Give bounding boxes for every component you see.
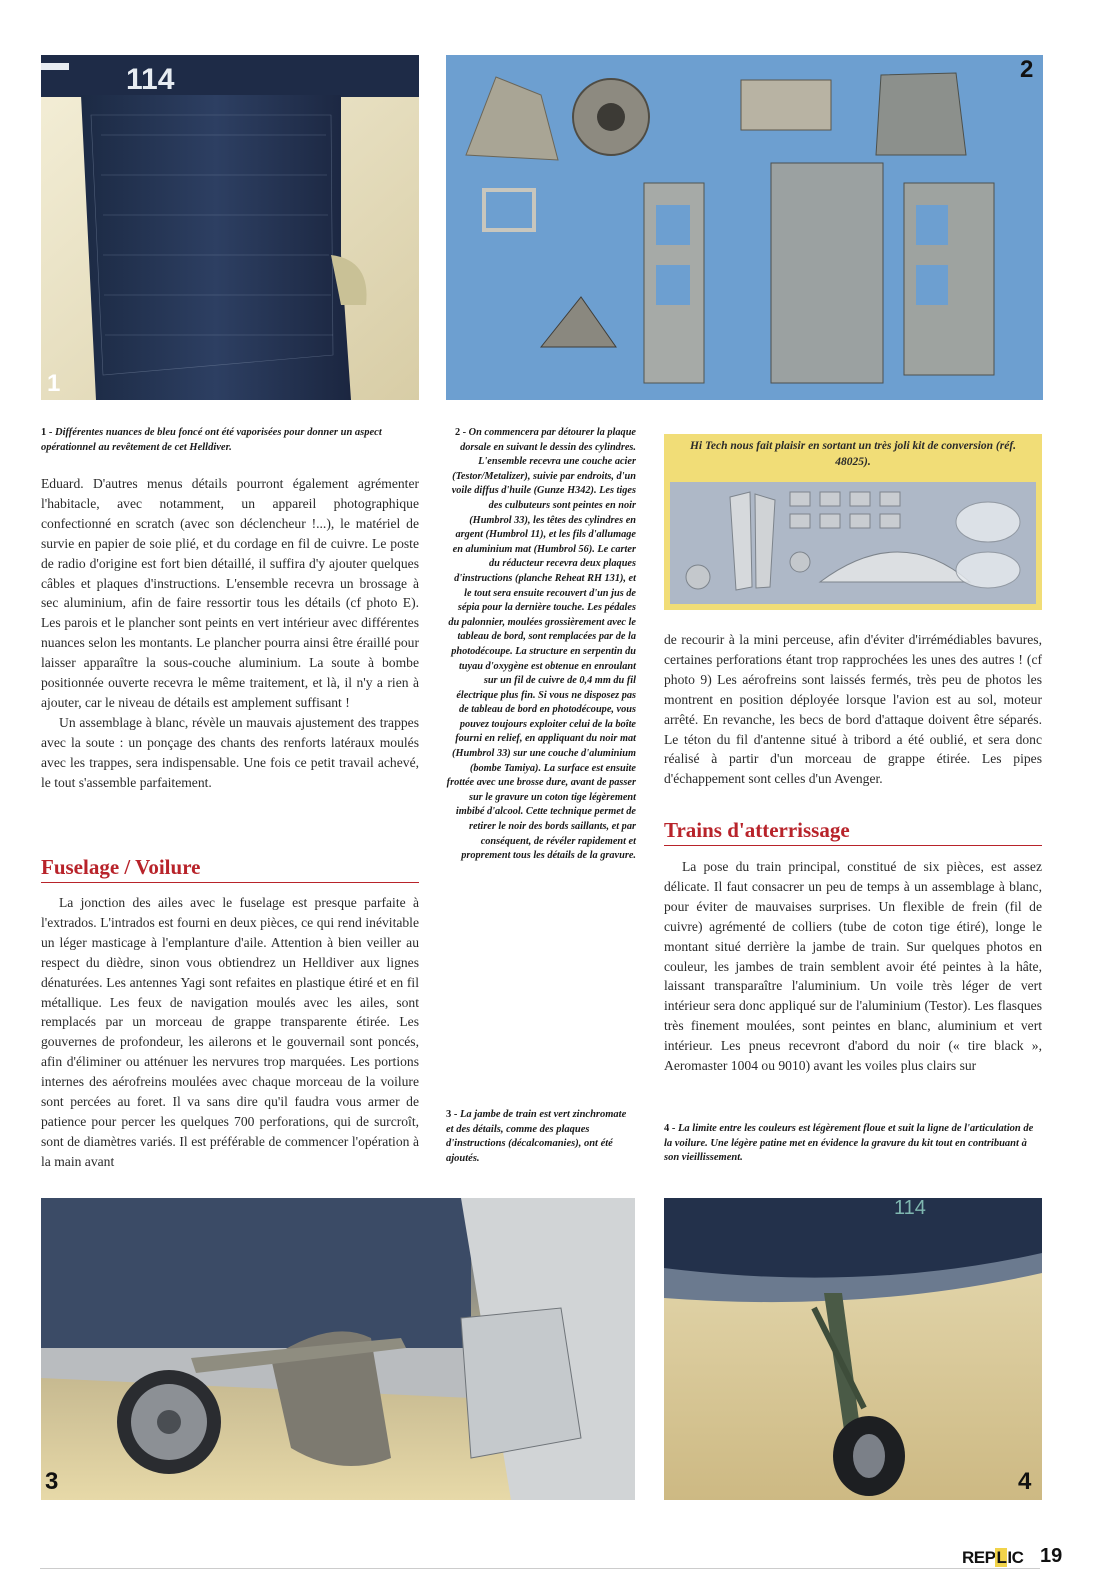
- sidebar-text: Hi Tech nous fait plaisir en sortant un très joli kit de conversion (réf. 48025).: [689, 440, 1017, 468]
- photo-1: [41, 55, 419, 400]
- caption-photo-4: [664, 1122, 1042, 1166]
- caption-photo-2: [446, 426, 636, 864]
- paragraph: La pose du train principal, constitué de six pièces, est assez délicate. Il faut consacrer un peu de temps à un assemblage à blanc, pour éviter de mauvaises surprises. Un flexible de frein (fil de cuivre) agrémenté de colliers (tube de coton tige étiré), longe le montant situé derrière la jambe de train. Sur quelques photos en couleur, les jambes de train semblent avoir été peintes à la hâte, laissant transparaître l'aluminium. Un voile très léger de vert intérieur sera donc appliqué sur de l'aluminium (Testor). Les flasques très finement moulées, sont peintes en blanc, aluminium et vert intérieur. Les pneus recevront d'abord du noir (« tire black », Aeromaster 1004 ou 9010) avant les voiles plus clairs sur: [664, 859, 1042, 1074]
- paragraph: Eduard. D'autres menus détails pourront également agrémenter l'habitacle, avec notamment, un appareil photographique confectionné en scratch (avec son déclencheur !...), le matériel de survie en papier de soie plié, et du cordage en fil de cuivre. Le poste de radio d'origine est fort bien détaillé, il suffira d'y ajouter quelques câbles et plaques d'instructions. L'ensemble recevra un brossage à sec aluminium, afin de faire ressortir tous les détails (cf photo E). Les parois et le plancher sont peints en vert intérieur avec différentes nuances selon les montants. Le plancher pourra ainsi être éraillé pour laisser apparaître la sous-couche aluminium. La soute à bombe positionnée ouverte recevra le même traitement, et là, il n'y a rien à ajouter, car le niveau de détails est amplement suffisant !: [41, 476, 419, 710]
- tail-code-text: 114: [894, 1198, 926, 1219]
- tail-code-text: 114: [126, 63, 175, 96]
- paragraph: de recourir à la mini perceuse, afin d'éviter d'irrémédiables bavures, certaines perforations étant trop rapprochées les unes des autres ! (cf photo 9) Les aérofreins sont laissés fermés, très peu de photos les montrent en position déployée lorsque l'avion est au sol, moteur arrêté. En revanche, les becs de bord d'attaque doivent être séparés. Le téton du fil d'antenne situé à tribord a été oublié, et sera donc réalisé à partir d'un morceau de grappe étirée. Les pipes d'échappement sont celles d'un Avenger.: [664, 632, 1042, 787]
- column-3-text: [664, 630, 1042, 789]
- paragraph: La jonction des ailes avec le fuselage est presque parfaite à l'extrados. L'intrados est fourni en deux pièces, ce qui rend inévitable un léger masticage à l'emplanture d'aile. Attention à bien veiller au respect du dièdre, sinon vous obtiendrez un Helldiver aux lignes dénaturées. Les antennes Yagi sont refaites en plastique étiré et en fil métallique. Les feux de navigation moulés avec les ailes, sont remplacés par un morceau de grappe transparente étirée. Les gouvernes de profondeur, les ailerons et le gouvernail sont poncés, afin d'éliminer ou atténuer les nervures trop marquées. Les portions internes des aérofreins moulées avec chaque morceau de la voilure sont percées au foret. Il va sans dire qu'il faudra vous armer de patience pour percer les quelques 700 perforations, qui de surcroît, sont de diamètres variés. Il est préférable de commencer l'opération à la main avant: [41, 895, 419, 1169]
- caption-lead: 3 -: [446, 1109, 460, 1120]
- sidebar-box: [664, 434, 1042, 610]
- section-heading-fuselage: Fuselage / Voilure: [41, 855, 201, 879]
- section-heading-trains: Trains d'atterrissage: [664, 818, 850, 842]
- caption-text: La limite entre les couleurs est légèrement floue et suit la ligne de l'articulation de la voilure. Une légère patine met en évidence la gravure du kit tout en contribuant à son vieillissement.: [664, 1123, 1034, 1164]
- photo-number: 3: [45, 1468, 59, 1495]
- heading-rule: [41, 882, 419, 883]
- photo-3: [41, 1198, 635, 1500]
- caption-text: Différentes nuances de bleu foncé ont été vaporisées pour donner un aspect opérationnel au revêtement de cet Helldiver.: [41, 427, 382, 453]
- page-number: 19: [1040, 1545, 1063, 1567]
- caption-text: La jambe de train est vert zinchromate et des détails, comme des plaques d'instructions (décalcomanies), ont été ajoutés.: [446, 1109, 627, 1164]
- caption-lead: 4 -: [664, 1123, 678, 1134]
- photo-1-image: [41, 55, 419, 400]
- heading-rule: [664, 845, 1042, 846]
- photo-2: [446, 55, 1043, 400]
- photo-4: [664, 1198, 1042, 1500]
- caption-text: On commencera par détourer la plaque dorsale en suivant le dessin des cylindres. L'ensemble recevra une couche acier (Testor/Metalizer), suivie par endroits, d'un voile diffus d'huile (Gunze H342). Les tiges des culbuteurs sont peintes en noir (Humbrol 33), les têtes des cylindres en argent (Humbrol 11), et les fils d'allumage en aluminium mat (Humbrol 56). Le carter du réducteur recevra deux plaques d'instructions (planche Reheat RH 131), et le tout sera ensuite recouvert d'un jus de sépia pour la dernière touche. Les pédales du palonnier, moulées grossièrement avec le tableau de bord, sont remplacées par de la photodécoupe. La structure en serpentin du tuyau d'oxygène est obtenue en enroulant sur un fil de cuivre de 0,4 mm du fil électrique plus fin. Si vous ne disposez pas de tableau de bord en photodécoupe, vous pouvez toujours exploiter celui de la boîte fourni en relief, en appliquant du noir mat (Humbrol 33) sur une couche d'aluminium (bombe Tamiya). La surface est ensuite frottée avec une brosse dure, avant de passer sur le gravure un coton tige légèrement imbibé d'alcool. Cette technique permet de retirer le noir des bords saillants, et par conséquent, de révéler rapidement et proprement tous les détails de la gravure.: [446, 427, 636, 862]
- magazine-logo: [962, 1548, 1023, 1568]
- column-1-text: [41, 474, 419, 793]
- logo-part: L: [996, 1548, 1007, 1567]
- photo-4-image: [664, 1198, 1042, 1500]
- caption-photo-1: [41, 426, 419, 455]
- logo-part: IC: [1007, 1548, 1024, 1567]
- paragraph: Un assemblage à blanc, révèle un mauvais ajustement des trappes avec la soute : un ponçage des chants des renforts latéraux moulés avec les trappes, sera indispensable. Une fois ce petit travail achevé, le tout s'assemble parfaitement.: [41, 714, 419, 790]
- sidebar-photo: [670, 482, 1036, 604]
- caption-lead: 2 -: [454, 427, 469, 438]
- logo-part: REP: [962, 1548, 996, 1567]
- photo-number: 2: [1020, 56, 1034, 83]
- photo-number: 4: [1018, 1468, 1032, 1495]
- photo-number: 1: [47, 370, 61, 397]
- column-1-text-continued: [41, 893, 419, 1172]
- caption-photo-3: [446, 1108, 636, 1166]
- footer-rule: [40, 1568, 1040, 1569]
- caption-lead: 1 -: [41, 427, 55, 438]
- column-3-text-continued: [664, 857, 1042, 1076]
- photo-3-image: [41, 1198, 635, 1500]
- photo-2-image: [446, 55, 1043, 400]
